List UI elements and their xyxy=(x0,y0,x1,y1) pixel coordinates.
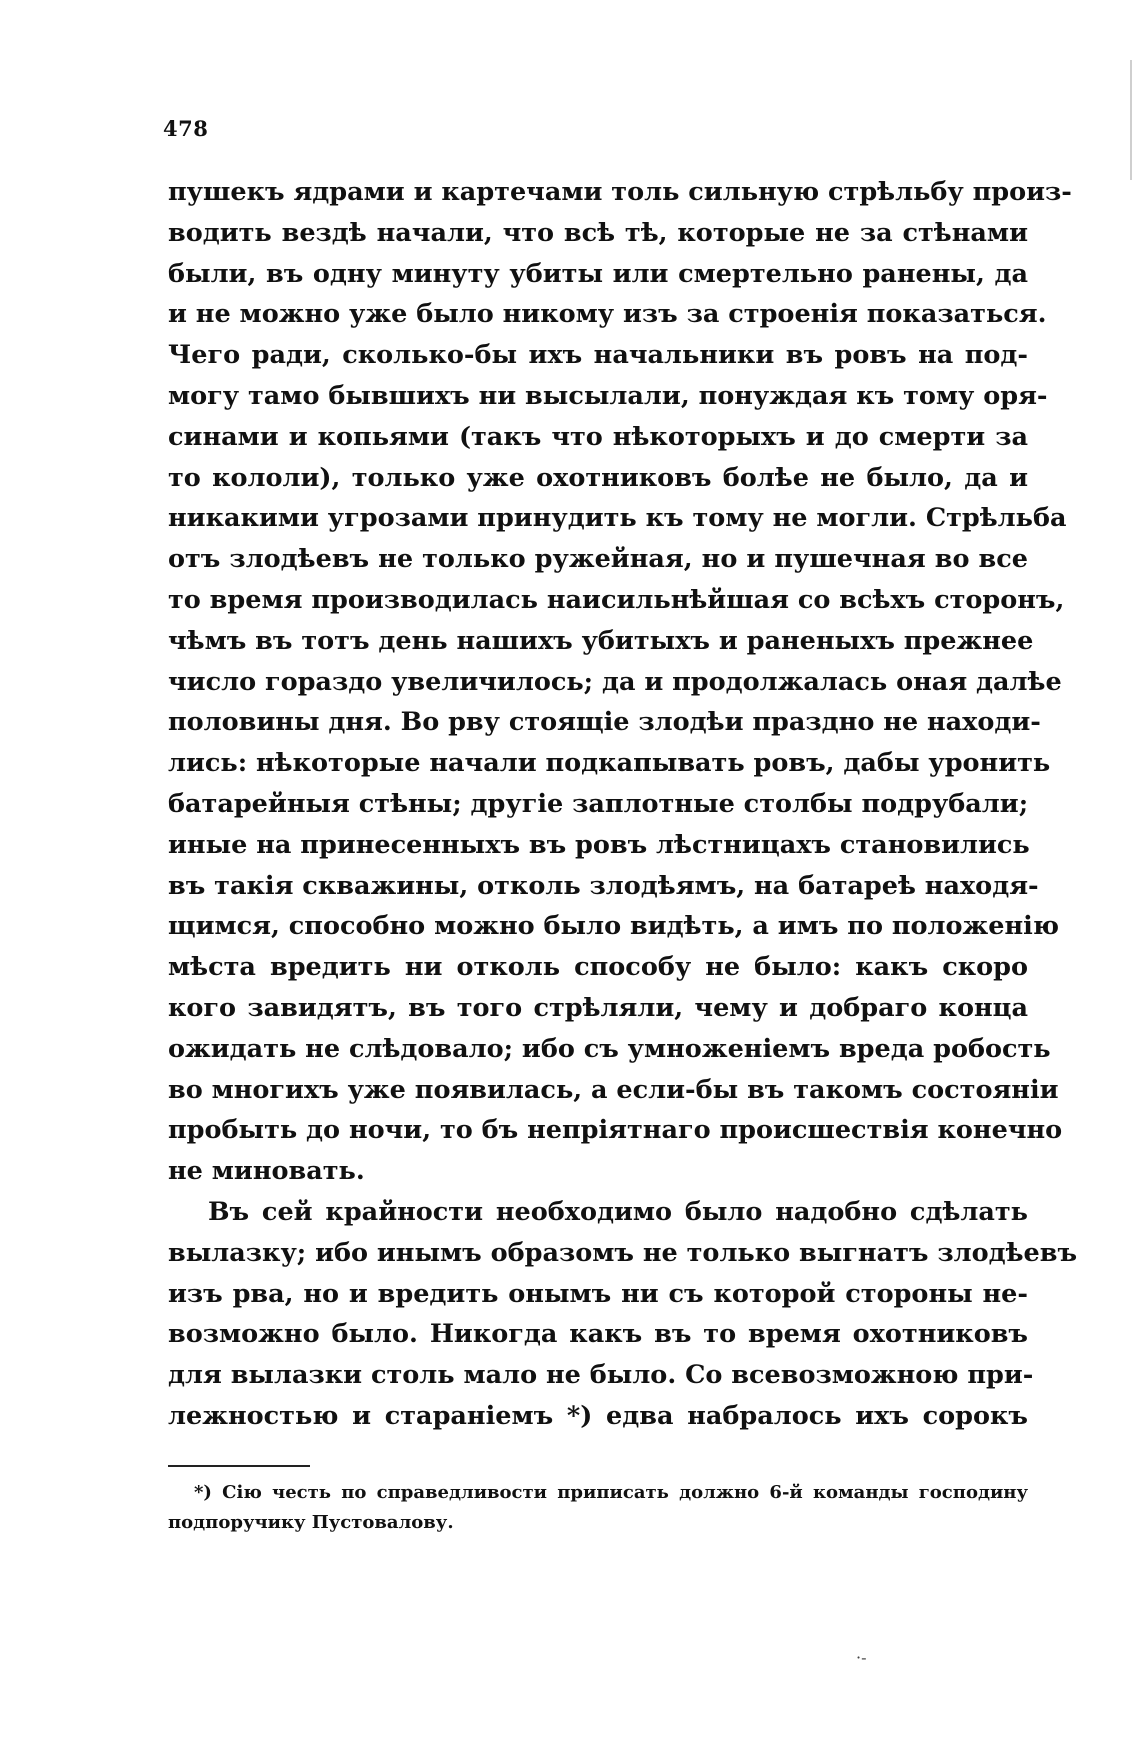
text-line: пробыть до ночи, то бъ непріятнаго происшествія конечно xyxy=(168,1115,1063,1146)
text-line: число гораздо увеличилось; да и продолжалась оная далѣе xyxy=(168,666,1062,697)
footnote-line: подпоручику Пустовалову. xyxy=(168,1512,454,1533)
text-line: никакими угрозами принудить къ тому не могли. Стрѣльба xyxy=(168,503,1067,534)
text-line: кого завидятъ, въ того стрѣляли, чему и добраго конца xyxy=(168,992,1028,1023)
text-line: иные на принесенныхъ въ ровъ лѣстницахъ становились xyxy=(168,829,1030,860)
text-line: не миновать. xyxy=(168,1156,365,1187)
text-line: были, въ одну минуту убиты или смертельно ранены, да xyxy=(168,258,1028,289)
page-number: 478 xyxy=(163,116,209,141)
text-line: могу тамо бывшихъ ни высылали, понуждая къ тому оря- xyxy=(168,380,1048,411)
text-line: для вылазки столь мало не было. Со всевозможною при- xyxy=(168,1360,1034,1391)
text-line: во многихъ уже появилась, а если-бы въ такомъ состояніи xyxy=(168,1074,1059,1105)
text-line: щимся, способно можно было видѣть, а имъ по положенію xyxy=(168,911,1059,942)
text-line: лись: нѣкоторые начали подкапывать ровъ, дабы уронить xyxy=(168,748,1051,779)
text-line: лежностью и стараніемъ *) едва набралось ихъ сорокъ xyxy=(168,1400,1028,1431)
footnote-line: *) Сію честь по справедливости приписать должно 6-й команды господину xyxy=(194,1482,1028,1503)
text-line: то время производилась наисильнѣйшая со всѣхъ сторонъ, xyxy=(168,584,1065,615)
text-line: отъ злодѣевъ не только ружейная, но и пушечная во все xyxy=(168,544,1028,575)
text-line: вылазку; ибо инымъ образомъ не только выгнатъ злодѣевъ xyxy=(168,1237,1078,1268)
text-line: половины дня. Во рву стоящіе злодѣи праздно не находи- xyxy=(168,707,1041,738)
text-line: въ такія скважины, отколь злодѣямъ, на батареѣ находя- xyxy=(168,870,1039,901)
text-line: изъ рва, но и вредить онымъ ни съ которой стороны не- xyxy=(168,1278,1028,1309)
text-line: и не можно уже было никому изъ за строенія показаться. xyxy=(168,299,1047,330)
text-line: то кололи), только уже охотниковъ болѣе не было, да и xyxy=(168,462,1028,493)
paragraph-first-line: Въ сей крайности необходимо было надобно сдѣлать xyxy=(208,1196,1028,1227)
footnote xyxy=(168,1478,1028,1538)
text-line: ожидать не слѣдовало; ибо съ умноженіемъ вреда робость xyxy=(168,1033,1051,1064)
stray-ink-mark: ·- xyxy=(856,1648,867,1667)
text-line: синами и копьями (такъ что нѣкоторыхъ и до смерти за xyxy=(168,421,1028,452)
text-line: возможно было. Никогда какъ въ то время охотниковъ xyxy=(168,1319,1028,1350)
text-line: батарейныя стѣны; другіе заплотные столбы подрубали; xyxy=(168,788,1029,819)
body-text xyxy=(168,172,1078,1437)
text-line: чѣмъ въ тотъ день нашихъ убитыхъ и раненыхъ прежнее xyxy=(168,625,1034,656)
text-line: водить вездѣ начали, что всѣ тѣ, которые не за стѣнами xyxy=(168,217,1028,248)
footnote-divider xyxy=(168,1465,310,1467)
scan-edge-mark xyxy=(1130,60,1132,180)
text-line: пушекъ ядрами и картечами толь сильную стрѣльбу произ- xyxy=(168,177,1072,207)
text-line: Чего ради, сколько-бы ихъ начальники въ ровъ на под- xyxy=(168,340,1028,371)
text-line: мѣста вредить ни отколь способу не было: какъ скоро xyxy=(168,952,1028,983)
